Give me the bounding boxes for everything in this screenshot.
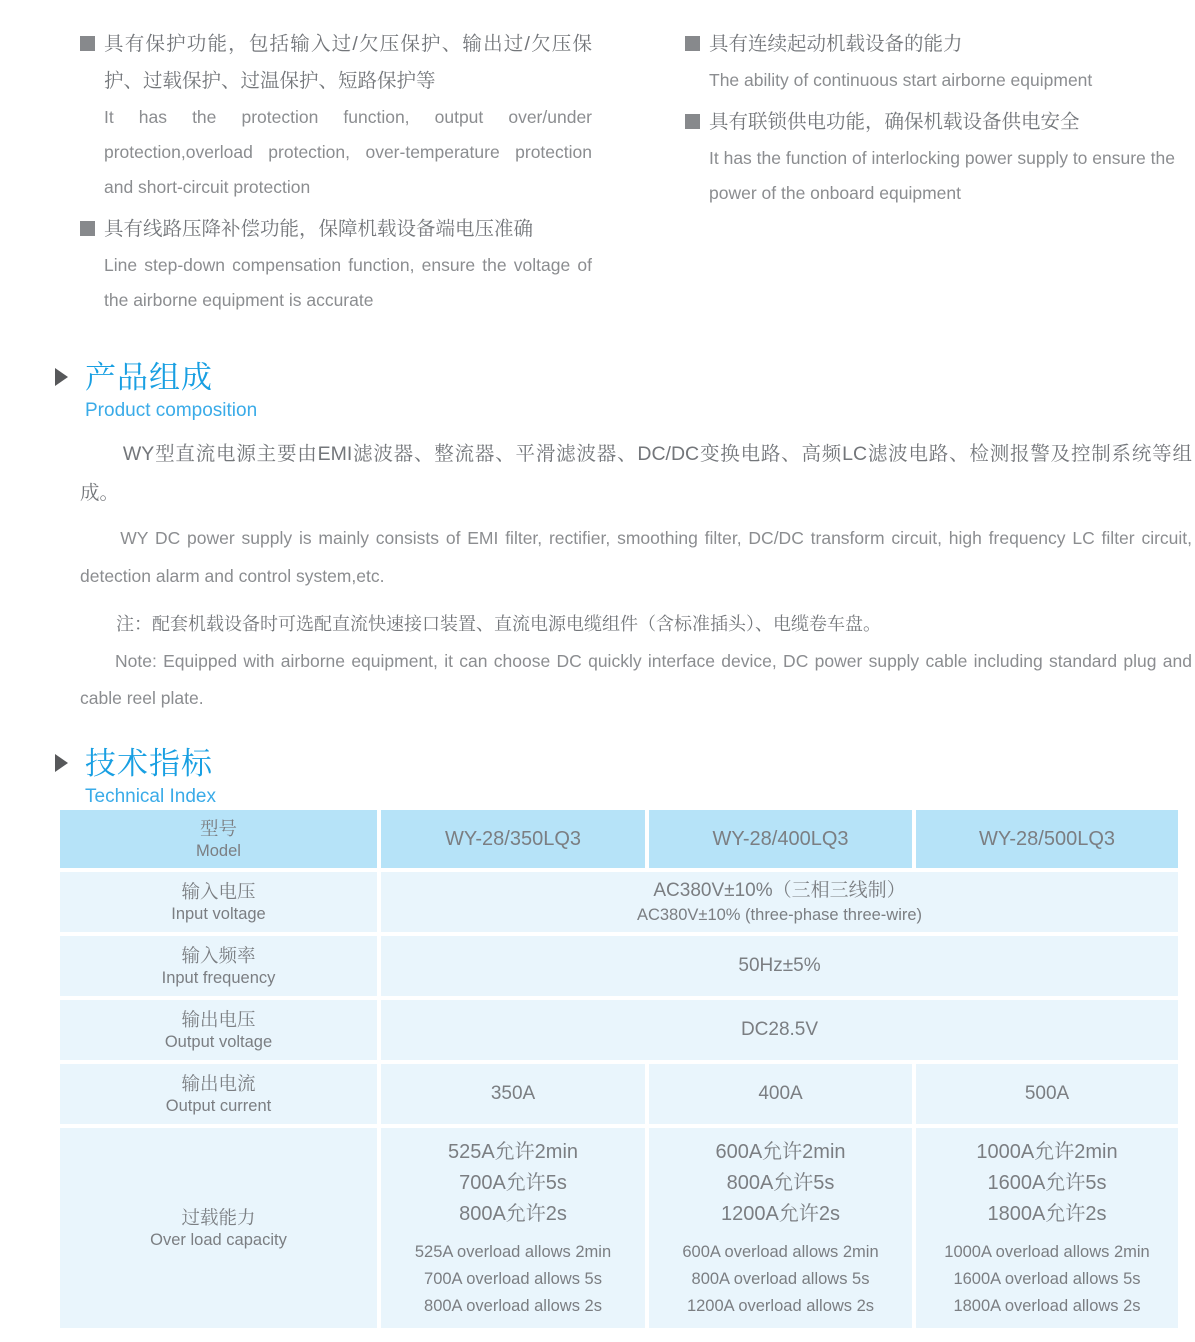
feature-text-zh: 具有保护功能，包括输入过/欠压保护、输出过/欠压保护、过载保护、过温保护、短路保护等 xyxy=(104,33,592,92)
value-en: AC380V±10% (three-phase three-wire) xyxy=(636,905,923,924)
feature-text-zh: 具有线路压降补偿功能，保障机载设备端电压准确 xyxy=(104,218,534,240)
composition-note-en: Note: Equipped with airborne equipment, it can choose DC quickly interface device, DC power supply cable including standard plug and cable reel plate. xyxy=(80,651,1192,708)
feature-text-zh: 具有联锁供电功能，确保机载设备供电安全 xyxy=(709,111,1080,133)
composition-paragraph-en: WY DC power supply is mainly consists of EMI filter, rectifier, smoothing filter, DC/DC transform circuit, high frequency LC filter circuit, detection alarm and control system,etc. xyxy=(80,528,1192,586)
bullet-square-icon xyxy=(685,114,700,129)
overload-zh-line: 1200A允许2s xyxy=(721,1202,840,1225)
header-cell-model-1 xyxy=(381,810,645,868)
feature-item xyxy=(80,26,592,205)
bullet-square-icon xyxy=(80,221,95,236)
row-label-en: Over load capacity xyxy=(150,1231,287,1249)
model-name: WY-28/350LQ3 xyxy=(444,827,581,850)
overload-en-line: 1200A overload allows 2s xyxy=(686,1296,875,1315)
row-value-cell xyxy=(381,1064,645,1124)
row-value-cell xyxy=(381,936,1178,996)
section-title-en: Technical Index xyxy=(85,786,216,807)
overload-zh-line: 800A允许5s xyxy=(726,1171,835,1194)
row-value-cell xyxy=(649,1128,912,1328)
row-label-cell xyxy=(60,872,377,932)
row-label-en: Input frequency xyxy=(161,969,276,987)
section-technical-index-heading xyxy=(55,738,216,808)
composition-paragraph-zh: WY型直流电源主要由EMI滤波器、整流器、平滑滤波器、DC/DC变换电路、高频LC滤波电路、检测报警及控制系统等组成。 xyxy=(80,443,1192,504)
row-label-zh: 输入频率 xyxy=(181,945,256,966)
section-title-zh: 技术指标 xyxy=(85,746,213,781)
row-label-zh: 输出电压 xyxy=(181,1009,256,1030)
bullet-square-icon xyxy=(80,36,95,51)
table-row-input-voltage xyxy=(60,872,1178,932)
feature-list-left xyxy=(80,26,592,324)
header-cell-model xyxy=(60,810,377,868)
table-row-input-frequency xyxy=(60,936,1178,996)
model-name: WY-28/400LQ3 xyxy=(712,827,849,850)
overload-zh-line: 1800A允许2s xyxy=(987,1202,1107,1225)
table-row-overload-capacity xyxy=(60,1128,1178,1328)
section-product-composition-heading xyxy=(55,352,257,422)
overload-en-line: 1000A overload allows 2min xyxy=(944,1242,1150,1261)
row-value-cell xyxy=(381,1000,1178,1060)
feature-list-right xyxy=(685,26,1193,217)
spec-table xyxy=(60,810,1178,1332)
row-label-cell xyxy=(60,1000,377,1060)
row-label-en: Output voltage xyxy=(164,1033,273,1051)
header-label-en: Model xyxy=(196,842,241,860)
header-label-zh: 型号 xyxy=(199,818,237,839)
row-label-zh: 输出电流 xyxy=(181,1073,256,1094)
composition-note-zh: 注：配套机载设备时可选配直流快速接口装置、直流电源电缆组件（含标准插头）、电缆卷车盘。 xyxy=(116,614,881,634)
overload-en-line: 1600A overload allows 5s xyxy=(953,1269,1141,1288)
overload-en-line: 800A overload allows 2s xyxy=(424,1296,602,1315)
row-label-cell xyxy=(60,1064,377,1124)
overload-en-line: 600A overload allows 2min xyxy=(682,1242,879,1261)
row-value-cell xyxy=(381,1128,645,1328)
feature-text-en: Line step-down compensation function, ensure the voltage of the airborne equipment is accurate xyxy=(104,255,592,310)
feature-text-zh: 具有连续起动机载设备的能力 xyxy=(709,33,963,55)
table-header-row xyxy=(60,810,1178,868)
section-arrow-icon xyxy=(55,754,68,772)
model-name: WY-28/500LQ3 xyxy=(978,827,1115,850)
row-label-zh: 过载能力 xyxy=(181,1207,256,1228)
section-title-zh: 产品组成 xyxy=(85,360,213,395)
table-row-output-current xyxy=(60,1064,1178,1124)
overload-en-line: 525A overload allows 2min xyxy=(414,1242,612,1261)
row-label-zh: 输入电压 xyxy=(181,881,256,902)
row-value-cell xyxy=(649,1064,912,1124)
value: 400A xyxy=(758,1083,803,1104)
overload-zh-line: 800A允许2s xyxy=(459,1202,567,1225)
overload-zh-line: 1600A允许5s xyxy=(987,1171,1107,1194)
overload-en-line: 1800A overload allows 2s xyxy=(953,1296,1141,1315)
value: 50Hz±5% xyxy=(738,955,821,976)
overload-zh-line: 700A允许5s xyxy=(459,1171,567,1194)
row-label-cell xyxy=(60,1128,377,1328)
overload-zh-line: 600A允许2min xyxy=(715,1140,846,1163)
row-value-cell xyxy=(916,1064,1178,1124)
overload-en-line: 700A overload allows 5s xyxy=(424,1269,602,1288)
row-label-cell xyxy=(60,936,377,996)
header-cell-model-3 xyxy=(916,810,1178,868)
feature-text-en: The ability of continuous start airborne equipment xyxy=(709,70,1093,90)
row-label-en: Output current xyxy=(165,1097,272,1115)
row-label-en: Input voltage xyxy=(171,905,266,923)
row-value-cell xyxy=(381,872,1178,932)
value: 500A xyxy=(1024,1083,1070,1104)
section-arrow-icon xyxy=(55,368,68,386)
feature-text-en: It has the function of interlocking power supply to ensure the power of the onboard equipment xyxy=(709,148,1175,203)
value: DC28.5V xyxy=(740,1019,819,1040)
table-row-output-voltage xyxy=(60,1000,1178,1060)
overload-en-line: 800A overload allows 5s xyxy=(691,1269,870,1288)
feature-item xyxy=(685,26,1193,98)
feature-item xyxy=(685,104,1193,211)
feature-item xyxy=(80,211,592,318)
bullet-square-icon xyxy=(685,36,700,51)
row-value-cell xyxy=(916,1128,1178,1328)
header-cell-model-2 xyxy=(649,810,912,868)
section-title-en: Product composition xyxy=(85,400,258,421)
value: 350A xyxy=(490,1083,536,1104)
feature-text-en: It has the protection function, output over/under protection,overload protection, over-temperature protection and short-circuit protection xyxy=(104,107,592,197)
overload-zh-line: 525A允许2min xyxy=(447,1140,579,1163)
composition-body xyxy=(80,435,1192,717)
value-zh: AC380V±10%（三相三线制） xyxy=(653,879,906,901)
overload-zh-line: 1000A允许2min xyxy=(976,1140,1118,1163)
